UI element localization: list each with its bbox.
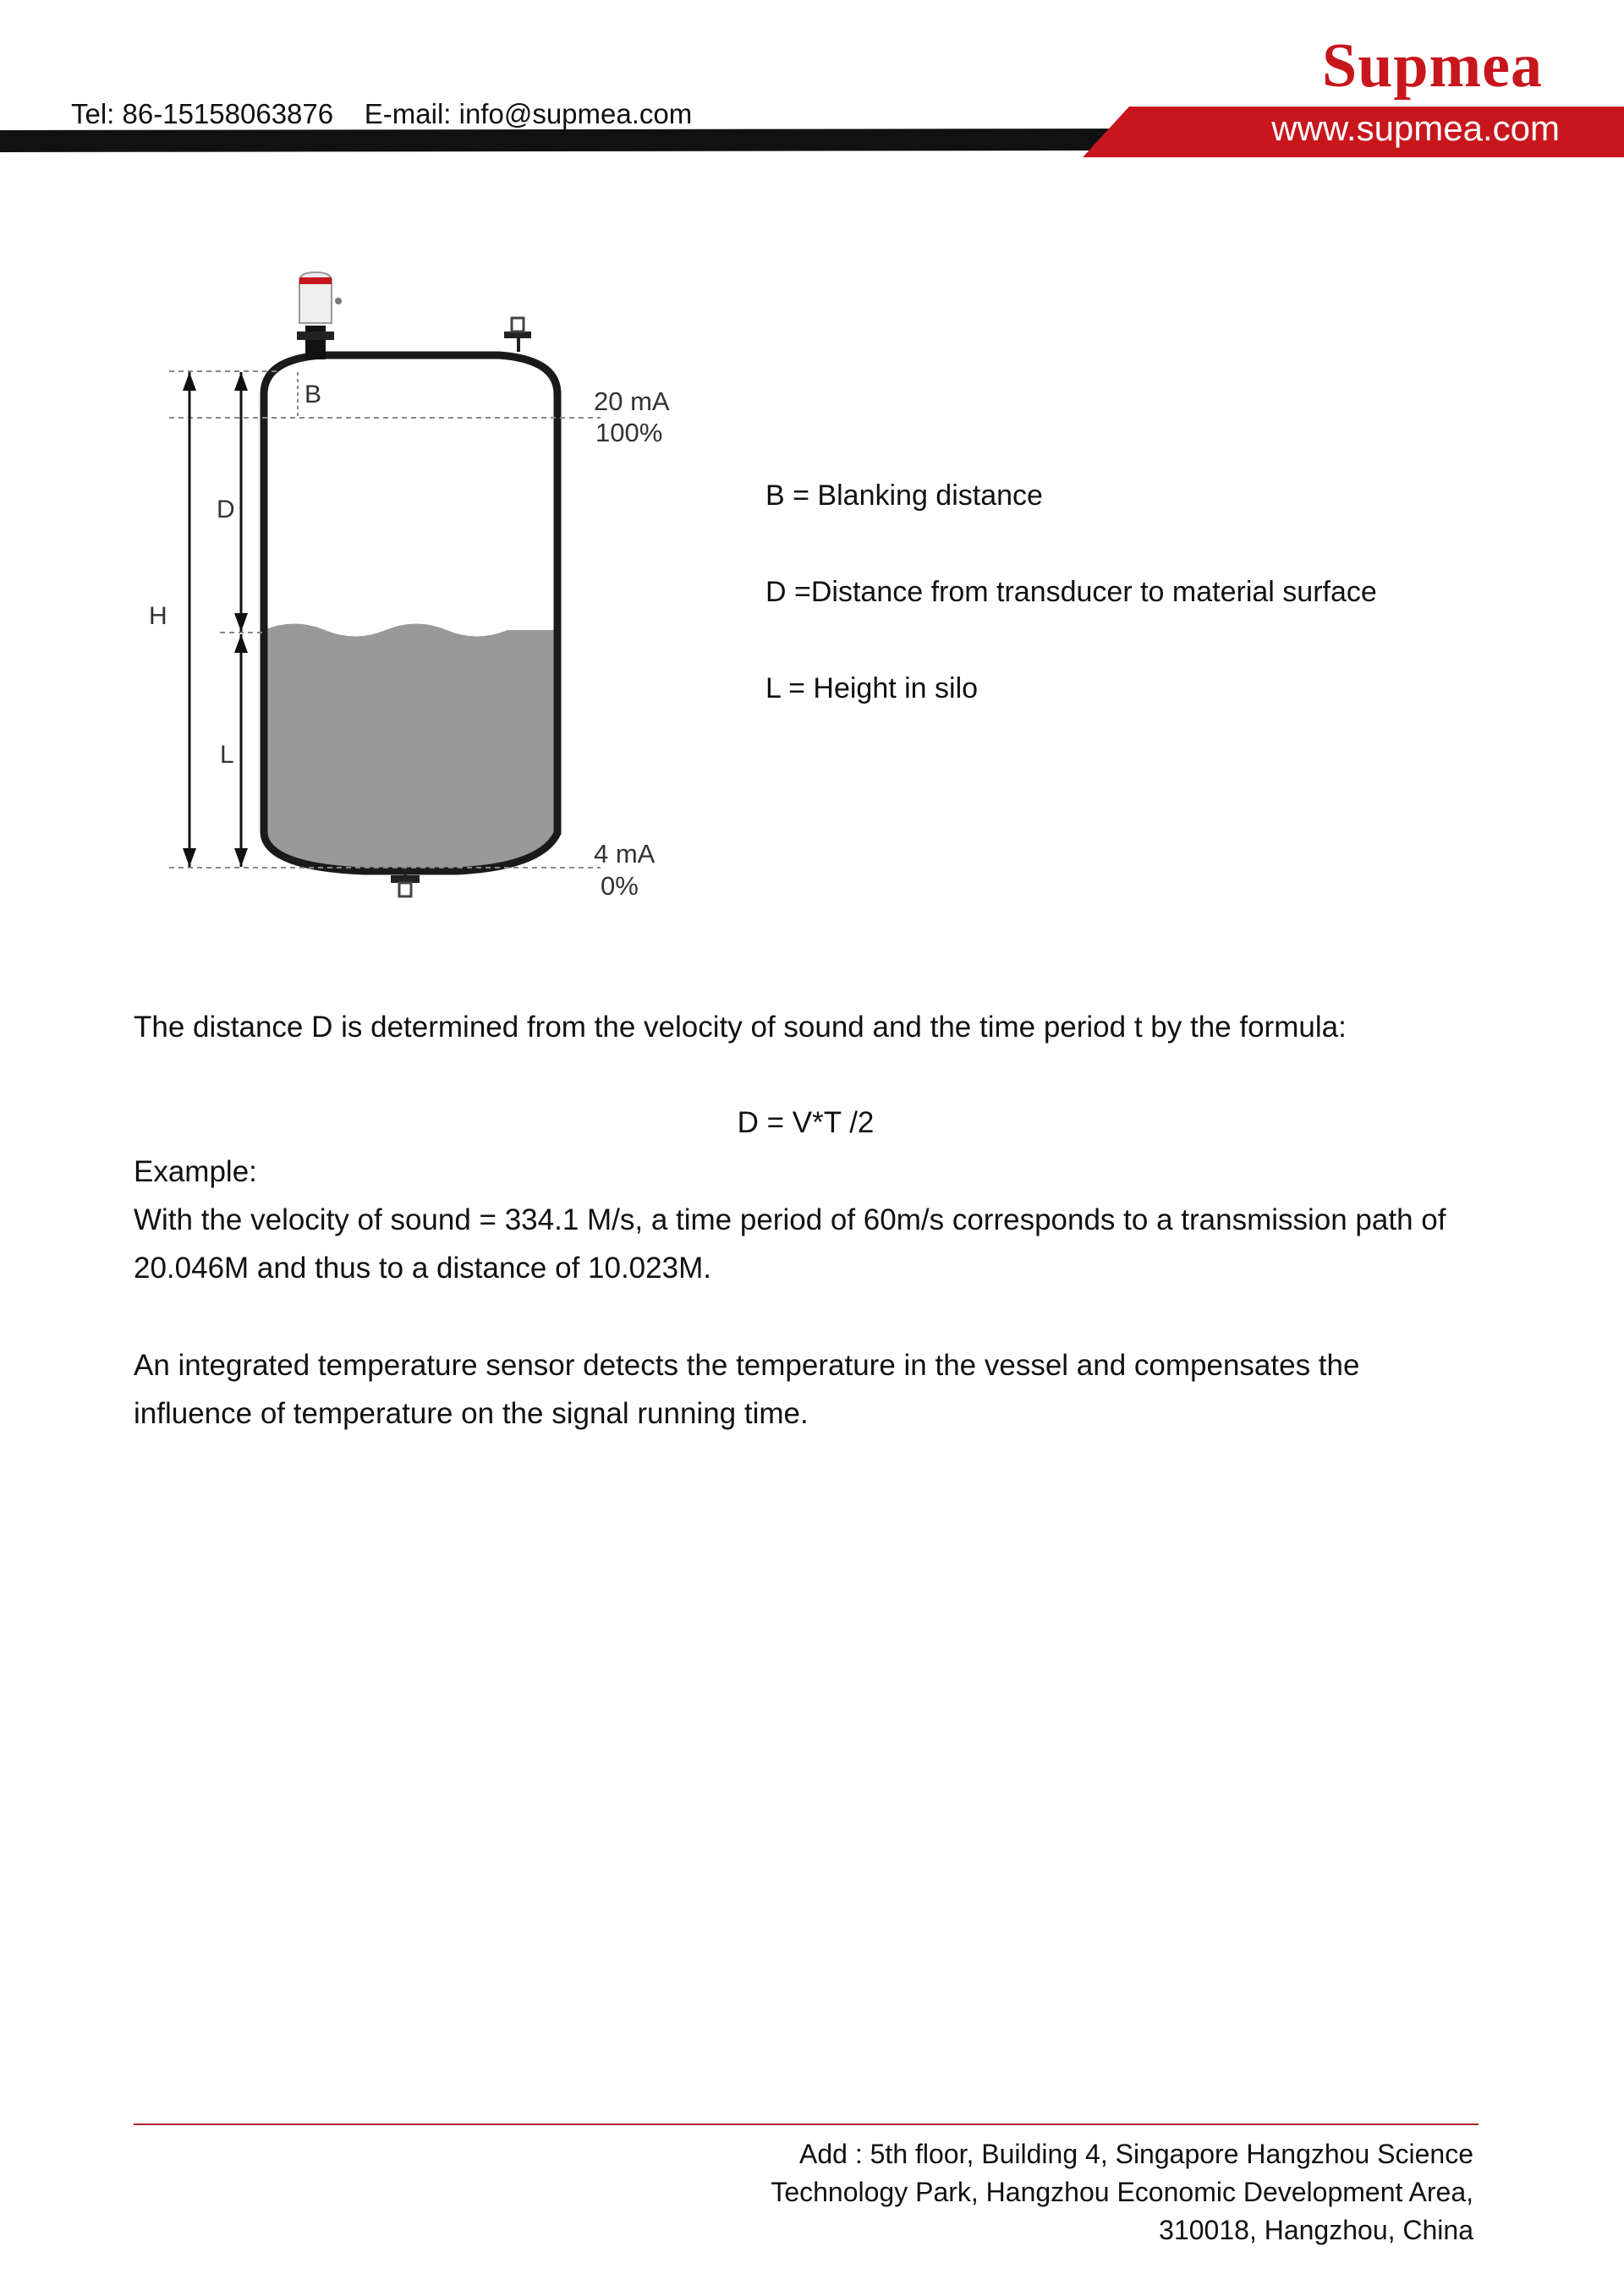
website-link[interactable]: www.supmea.com bbox=[1271, 108, 1560, 148]
label-d: D bbox=[217, 496, 235, 523]
temperature-line-1: An integrated temperature sensor detects the temperature in the vessel and compensates the bbox=[134, 1349, 1360, 1382]
top-nozzle bbox=[504, 318, 531, 352]
ultrasonic-transducer bbox=[297, 272, 342, 359]
formula: D = V*T /2 bbox=[737, 1106, 875, 1139]
example-line-1: With the velocity of sound = 334.1 M/s, a time period of 60m/s corresponds to a transmission path of bbox=[134, 1203, 1446, 1236]
legend-blanking: B = Blanking distance bbox=[765, 479, 1043, 512]
legend-height: L = Height in silo bbox=[765, 672, 979, 704]
h-dimension-arrow bbox=[183, 372, 196, 867]
example-line-2: 20.046M and thus to a distance of 10.023M. bbox=[134, 1252, 711, 1285]
label-h: H bbox=[149, 602, 167, 630]
label-b: B bbox=[304, 381, 322, 408]
material-fill bbox=[264, 624, 557, 869]
legend-distance: D =Distance from transducer to material surface bbox=[765, 576, 1377, 608]
top-current-label: 20 mA bbox=[594, 386, 670, 416]
bottom-current-label: 4 mA bbox=[594, 839, 656, 869]
label-l: L bbox=[220, 741, 234, 769]
header-black-stripe bbox=[0, 129, 1125, 152]
address-line-1: Add : 5th floor, Building 4, Singapore Hangzhou Science bbox=[799, 2139, 1473, 2169]
example-heading: Example: bbox=[134, 1155, 257, 1188]
footer-divider bbox=[134, 2123, 1479, 2125]
silo-diagram bbox=[118, 271, 710, 930]
address-line-3: 310018, Hangzhou, China bbox=[1159, 2215, 1473, 2245]
footer-address bbox=[771, 2135, 1473, 2249]
temperature-line-2: influence of temperature on the signal running time. bbox=[134, 1397, 809, 1430]
brand-logo: Supmea bbox=[1322, 31, 1543, 101]
address-line-2: Technology Park, Hangzhou Economic Development Area, bbox=[771, 2177, 1473, 2207]
l-dimension-arrow bbox=[234, 634, 248, 867]
top-percent-label: 100% bbox=[595, 418, 663, 447]
d-dimension-arrow bbox=[234, 372, 248, 632]
bottom-percent-label: 0% bbox=[601, 871, 639, 901]
header-contact: Tel: 86-15158063876 E-mail: info@supmea.com bbox=[71, 98, 693, 129]
intro-paragraph: The distance D is determined from the velocity of sound and the time period t by the formula: bbox=[134, 1011, 1347, 1044]
